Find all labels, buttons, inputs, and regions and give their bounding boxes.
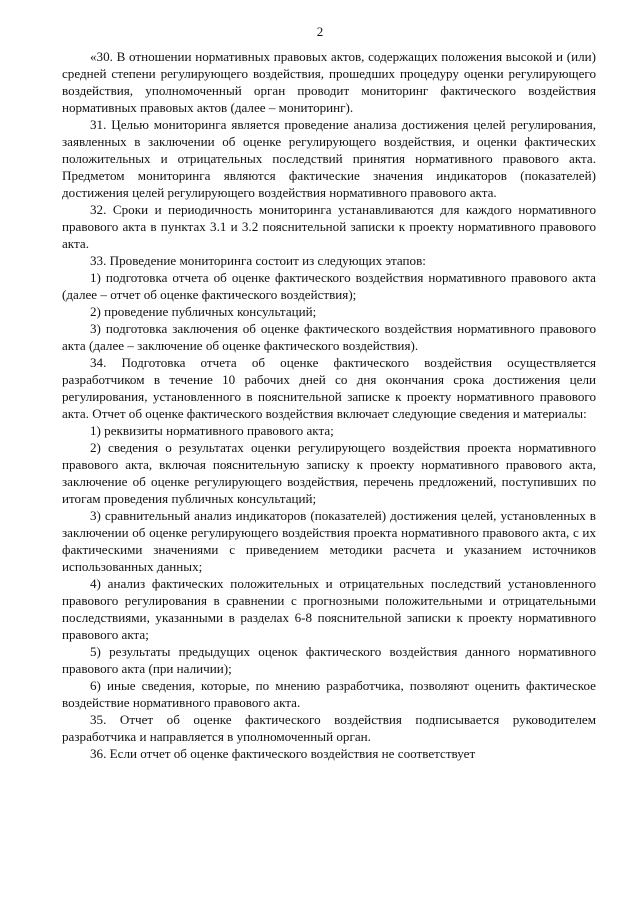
list-item-34-2: 2) сведения о результатах оценки регулирующего воздействия проекта нормативного правового акта, включая пояснительную записку к проекту нормативного правового акта, заключение об оценке регулирующего воздействия, перечень предложений, поступивших по итогам проведения публичных консультаций; [62,440,596,506]
list-item-33-3: 3) подготовка заключения об оценке фактического воздействия нормативного правового акта (далее – заключение об оценке фактического воздействия). [62,321,596,353]
page-number: 2 [316,24,324,39]
list-item-34-1: 1) реквизиты нормативного правового акта; [90,423,334,438]
list-item-34-3: 3) сравнительный анализ индикаторов (показателей) достижения целей, установленных в заключении об оценке регулирующего воздействия проекта нормативного правового акта, с их фактическими значениями с приведением методики расчета и указанием источников использованных данных; [62,508,596,574]
list-item-34-4: 4) анализ фактических положительных и отрицательных последствий установленного правового регулирования в сравнении с прогнозными положительными и отрицательными последствиями, указанными в разделах 6-8 пояснительной записки к проекту нормативного правового акта; [62,576,596,642]
list-item-33-2: 2) проведение публичных консультаций; [90,304,317,319]
paragraph-31: 31. Целью мониторинга является проведение анализа достижения целей регулирования, заявленных в заключении об оценке регулирующего воздействия, и оценки фактических положительных и отрицательных последствий принятия нормативного правового акта. Предметом мониторинга являются фактические значения индикаторов (показателей) достижения целей регулирующего воздействия нормативного правового акта. [62,117,596,200]
paragraph-34: 34. Подготовка отчета об оценке фактического воздействия осуществляется разработчиком в течение 10 рабочих дней со дня окончания срока достижения цели регулирования, установленного в пояснительной записке к проекту нормативного правового акта. Отчет об оценке фактического воздействия включает следующие сведения и материалы: [62,355,596,421]
paragraph-35: 35. Отчет об оценке фактического воздействия подписывается руководителем разработчика и направляется в уполномоченный орган. [62,712,596,744]
paragraph-30: «30. В отношении нормативных правовых актов, содержащих положения высокой и (или) средней степени регулирующего воздействия, прошедших процедуру оценки регулирующего воздействия, уполномоченный орган проводит мониторинг фактического воздействия нормативных правовых актов (далее – мониторинг). [62,49,596,115]
document-body [62,48,596,762]
list-item-33-1: 1) подготовка отчета об оценке фактического воздействия нормативного правового акта (далее – отчет об оценке фактического воздействия); [62,270,596,302]
list-item-34-6: 6) иные сведения, которые, по мнению разработчика, позволяют оценить фактическое воздействие нормативного правового акта. [62,678,596,710]
list-item-34-5: 5) результаты предыдущих оценок фактического воздействия данного нормативного правового акта (при наличии); [62,644,596,676]
paragraph-32: 32. Сроки и периодичность мониторинга устанавливаются для каждого нормативного правового акта в пунктах 3.1 и 3.2 пояснительной записки к проекту нормативного правового акта. [62,202,596,251]
paragraph-33: 33. Проведение мониторинга состоит из следующих этапов: [90,253,426,268]
paragraph-36: 36. Если отчет об оценке фактического воздействия не соответствует [90,746,476,761]
